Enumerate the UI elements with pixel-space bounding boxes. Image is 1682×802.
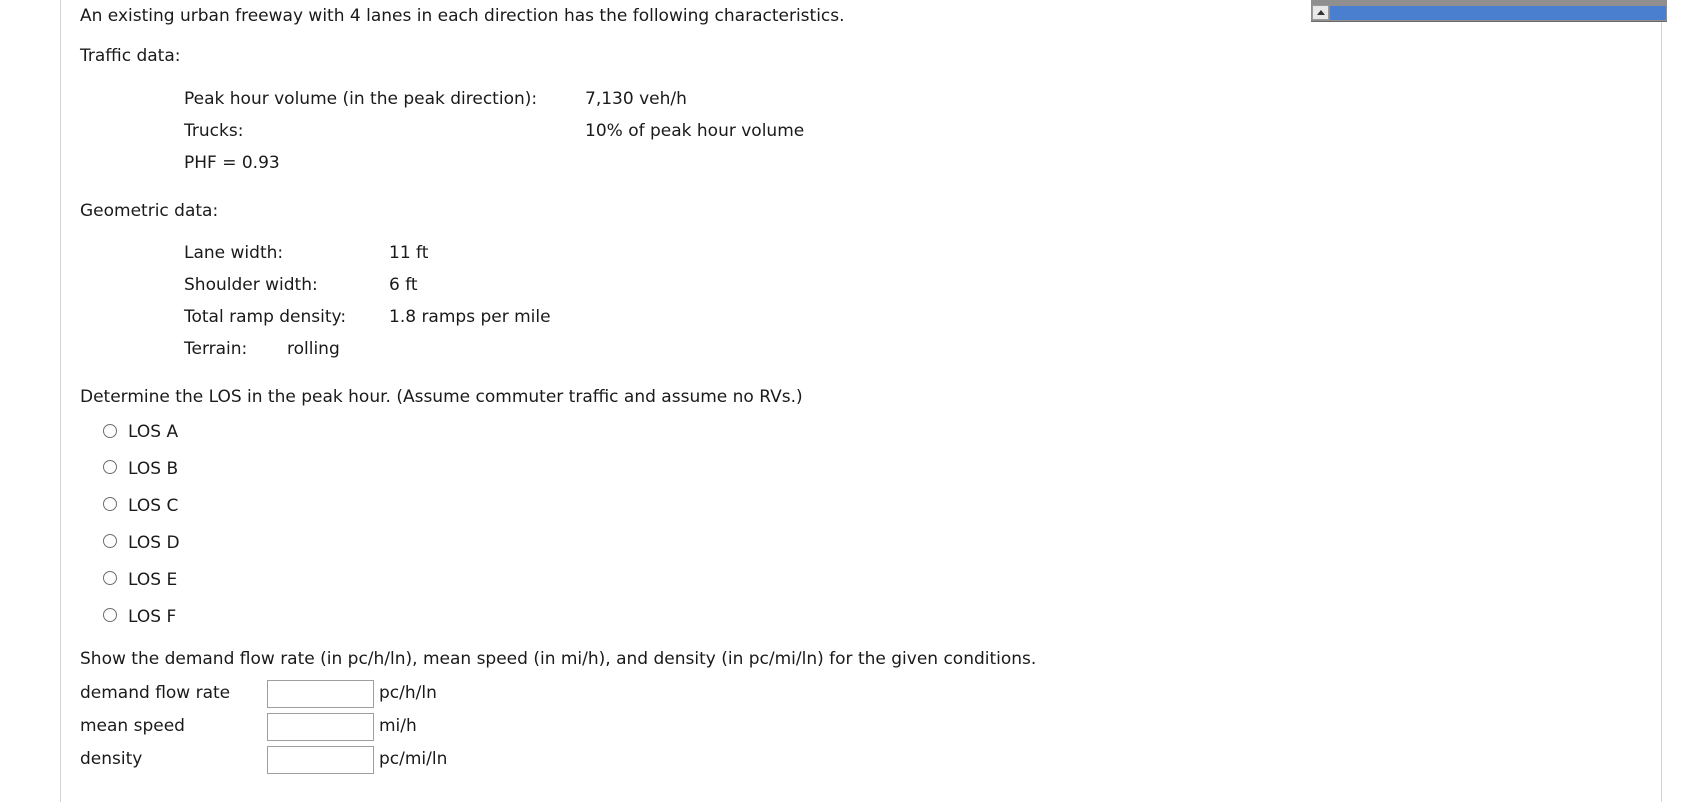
- traffic-label-phf: PHF = 0.93: [184, 153, 280, 173]
- geo-value-shoulder: 6 ft: [389, 275, 418, 295]
- content-right-border: [1661, 0, 1662, 802]
- radio-los-c[interactable]: [103, 497, 117, 511]
- radio-los-b[interactable]: [103, 460, 117, 474]
- option-label-los-d[interactable]: LOS D: [128, 533, 180, 553]
- scrollbar-thumb[interactable]: [1330, 6, 1666, 20]
- radio-los-d[interactable]: [103, 534, 117, 548]
- geo-label-shoulder: Shoulder width:: [184, 275, 318, 295]
- intro-text: An existing urban freeway with 4 lanes in each direction has the following characteristics.: [80, 6, 845, 26]
- conditions-question: Show the demand flow rate (in pc/h/ln), mean speed (in mi/h), and density (in pc/mi/ln) for the given conditions.: [80, 649, 1037, 669]
- content-left-border: [60, 0, 61, 802]
- density-label: density: [80, 749, 143, 769]
- geo-value-ramp-density: 1.8 ramps per mile: [389, 307, 551, 327]
- traffic-label-trucks: Trucks:: [184, 121, 244, 141]
- los-question: Determine the LOS in the peak hour. (Assume commuter traffic and assume no RVs.): [80, 387, 803, 407]
- traffic-heading: Traffic data:: [80, 46, 181, 66]
- mean-speed-unit: mi/h: [379, 716, 417, 736]
- mean-speed-input[interactable]: [267, 713, 374, 741]
- option-label-los-f[interactable]: LOS F: [128, 607, 177, 627]
- geo-label-lane-width: Lane width:: [184, 243, 284, 263]
- traffic-value-volume: 7,130 veh/h: [585, 89, 687, 109]
- geo-value-terrain: rolling: [287, 339, 340, 359]
- radio-los-e[interactable]: [103, 571, 117, 585]
- mean-speed-label: mean speed: [80, 716, 185, 736]
- option-label-los-b[interactable]: LOS B: [128, 459, 179, 479]
- traffic-value-trucks: 10% of peak hour volume: [585, 121, 805, 141]
- geo-label-terrain: Terrain:: [184, 339, 248, 359]
- option-label-los-e[interactable]: LOS E: [128, 570, 178, 590]
- radio-los-a[interactable]: [103, 424, 117, 438]
- density-input[interactable]: [267, 746, 374, 774]
- radio-los-f[interactable]: [103, 608, 117, 622]
- geo-value-lane-width: 11 ft: [389, 243, 429, 263]
- density-unit: pc/mi/ln: [379, 749, 448, 769]
- scroll-arrow-icon: [1317, 10, 1325, 15]
- traffic-label-volume: Peak hour volume (in the peak direction):: [184, 89, 538, 109]
- option-label-los-a[interactable]: LOS A: [128, 422, 179, 442]
- demand-flow-rate-input[interactable]: [267, 680, 374, 708]
- demand-flow-rate-label: demand flow rate: [80, 683, 231, 703]
- geo-label-ramp-density: Total ramp density:: [184, 307, 347, 327]
- demand-flow-rate-unit: pc/h/ln: [379, 683, 437, 703]
- option-label-los-c[interactable]: LOS C: [128, 496, 179, 516]
- geometric-heading: Geometric data:: [80, 201, 219, 221]
- scroll-left-button[interactable]: [1312, 5, 1329, 20]
